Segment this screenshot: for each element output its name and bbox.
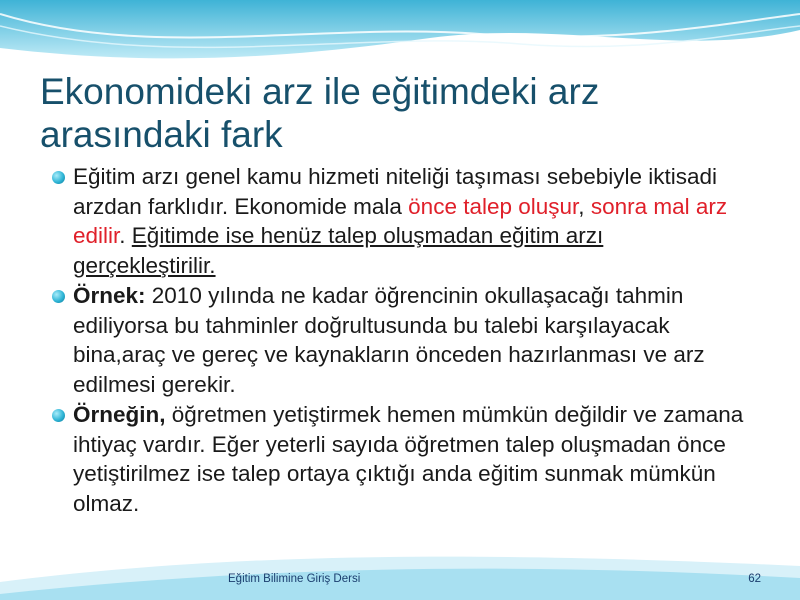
footer-course-name: Eğitim Bilimine Giriş Dersi [228, 573, 361, 585]
bullet-1-underlined: Eğitimde ise henüz talep oluşmadan eğitim arzı gerçekleştirilir. [73, 223, 604, 278]
bullet-3-label: Örneğin, [73, 402, 166, 427]
bottom-wave-decoration [0, 548, 800, 600]
footer-page-number: 62 [748, 573, 761, 585]
bullet-dot-icon [52, 171, 65, 184]
title-line-2: arasındaki fark [40, 114, 283, 155]
bullet-list [52, 162, 752, 519]
bullet-1-comma: , [578, 193, 591, 219]
bullet-dot-icon [52, 290, 65, 303]
bullet-item-for-example [52, 400, 752, 518]
slide-title [40, 70, 760, 156]
bullet-2-label: Örnek: [73, 283, 146, 308]
top-wave-decoration [0, 0, 800, 72]
bullet-item-supply-difference [52, 162, 752, 280]
bullet-1-red-demand: önce talep oluşur [408, 193, 579, 219]
bullet-3-text: öğretmen yetiştirmek hemen mümkün değildir ve zamana ihtiyaç vardır. Eğer yeterli sayıda öğretmen talep oluşmadan önce yetiştirilmez ise talep ortaya çıktığı anda eğitim sunmak mümkün olmaz. [73, 402, 744, 516]
bullet-1-period: . [119, 223, 132, 248]
title-line-1: Ekonomideki arz ile eğitimdeki arz [40, 71, 600, 112]
bullet-dot-icon [52, 409, 65, 422]
bullet-1-text-a: Eğitim arzı genel kamu hizmeti niteliği taşıması sebebiyle iktisadi arzdan farklıdır. Ekonomide mala [73, 164, 718, 219]
bullet-2-text: 2010 yılında ne kadar öğrencinin okullaşacağı tahmin ediliyorsa bu tahminler doğrultusunda bu talebi karşılayacak bina,araç ve gereç ve kaynakların önceden hazırlanması ve arz edilmesi gerekir. [73, 283, 705, 397]
bullet-item-example [52, 281, 752, 399]
bullet-1-red-supply: sonra mal arz edilir [73, 193, 728, 248]
